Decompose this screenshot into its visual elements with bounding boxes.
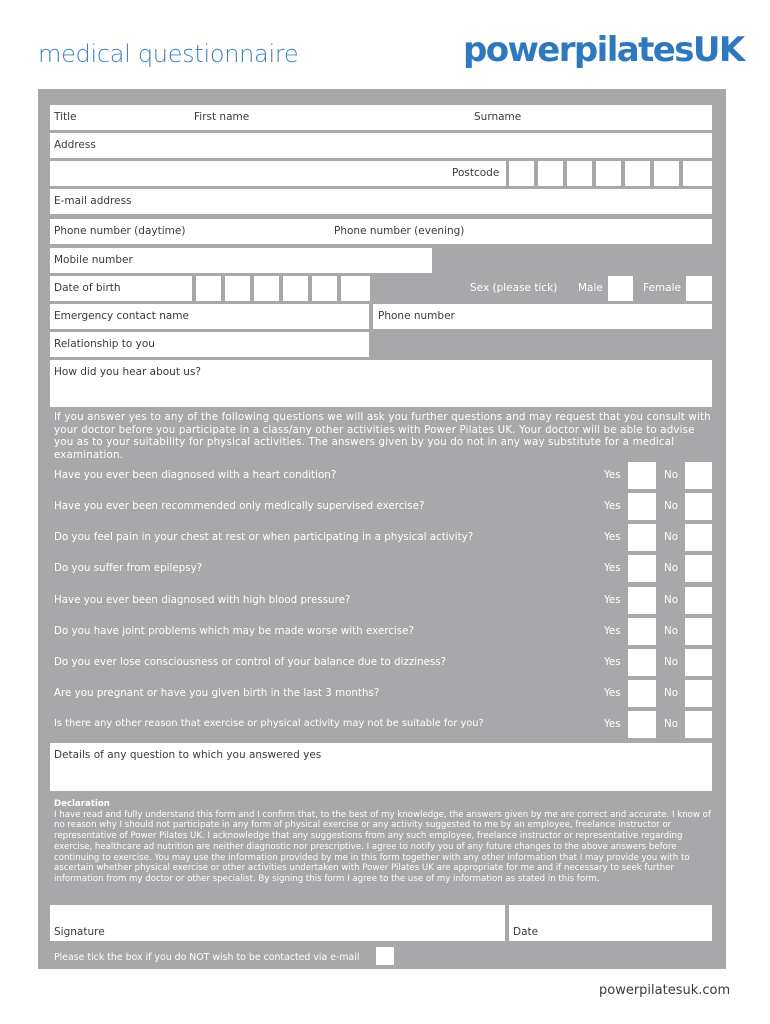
yes-label: Yes xyxy=(604,718,621,730)
no-label: No xyxy=(664,469,679,481)
dob-box[interactable] xyxy=(312,276,337,301)
intro-text: If you answer yes to any of the following questions we will ask you further questions and may request that you consult with your doctor before you participate in a class/any other activities with Power Pilates UK. Your doctor will be able to advise you as to your suitability for physical activities. The answers given by you do not in any way substitute for a medical examination. xyxy=(54,411,711,461)
mobile-field[interactable] xyxy=(50,248,432,273)
relationship-field[interactable] xyxy=(50,332,369,357)
no-checkbox[interactable] xyxy=(685,462,712,489)
question-text: Do you feel pain in your chest at rest or when participating in a physical activity? xyxy=(54,531,474,543)
date-field[interactable] xyxy=(509,905,712,941)
surname-label: Surname xyxy=(474,111,522,123)
title-label: Title xyxy=(54,111,77,123)
phone-evening-label: Phone number (evening) xyxy=(334,225,465,237)
footer-url: powerpilatesuk.com xyxy=(599,983,731,998)
question-text: Do you have joint problems which may be made worse with exercise? xyxy=(54,625,414,637)
yes-label: Yes xyxy=(604,687,621,699)
postcode-box[interactable] xyxy=(596,161,621,186)
yes-checkbox[interactable] xyxy=(628,649,656,676)
no-label: No xyxy=(664,718,679,730)
hear-about-field[interactable] xyxy=(50,360,712,407)
address-label: Address xyxy=(54,139,96,151)
yes-label: Yes xyxy=(604,656,621,668)
postcode-box[interactable] xyxy=(625,161,650,186)
emergency-name-field[interactable] xyxy=(50,304,369,329)
yes-label: Yes xyxy=(604,625,621,637)
address-line-2-field[interactable] xyxy=(50,161,506,186)
page-title: medical questionnaire xyxy=(38,40,299,68)
no-label: No xyxy=(664,562,679,574)
question-text: Have you ever been diagnosed with a heart condition? xyxy=(54,469,337,481)
details-label: Details of any question to which you answered yes xyxy=(54,749,322,761)
no-checkbox[interactable] xyxy=(685,711,712,738)
female-checkbox[interactable] xyxy=(686,276,712,301)
signature-label: Signature xyxy=(54,926,105,938)
no-checkbox[interactable] xyxy=(685,680,712,707)
date-label: Date xyxy=(513,926,539,938)
declaration-heading: Declaration xyxy=(54,799,110,809)
dob-label: Date of birth xyxy=(54,282,121,294)
yes-checkbox[interactable] xyxy=(628,587,656,614)
dob-box[interactable] xyxy=(254,276,279,301)
yes-checkbox[interactable] xyxy=(628,711,656,738)
yes-checkbox[interactable] xyxy=(628,555,656,582)
no-checkbox[interactable] xyxy=(685,524,712,551)
question-text: Are you pregnant or have you given birth in the last 3 months? xyxy=(54,687,380,699)
postcode-box[interactable] xyxy=(567,161,592,186)
emergency-name-label: Emergency contact name xyxy=(54,310,189,322)
yes-checkbox[interactable] xyxy=(628,462,656,489)
relationship-label: Relationship to you xyxy=(54,338,155,350)
male-checkbox[interactable] xyxy=(608,276,633,301)
male-label: Male xyxy=(578,282,603,294)
postcode-box[interactable] xyxy=(509,161,534,186)
no-label: No xyxy=(664,625,679,637)
yes-label: Yes xyxy=(604,469,621,481)
phone-field[interactable] xyxy=(50,219,712,244)
declaration-body: I have read and fully understand this form and I confirm that, to the best of my knowledge, the answers given by me are correct and accurate. I know of no reason why I should not participate in any form of physical exercise or any activity suggested to me by an employee, freelance instructor or representative of Power Pilates UK. I acknowledge that any suggestions from any such employee, freelance instructor or representative regarding exercise, healthcare ad nutrition are neither diagnostic nor prescriptive. I agree to notify you of any future changes to the above answers before continuing to exercise. You may use the information provided by me in this form together with any other information that I may provide you with to ascertain whether physical exercise or other activities undertaken with Power Pilates UK are appropriate for me and if necessary to seek further information from my doctor or other specialist. By signing this form I agree to the use of my information as stated in this form. xyxy=(54,809,711,884)
emergency-phone-label: Phone number xyxy=(378,310,455,322)
email-optout-checkbox[interactable] xyxy=(376,947,394,965)
signature-field[interactable] xyxy=(50,905,505,941)
postcode-label: Postcode xyxy=(452,167,500,179)
postcode-box[interactable] xyxy=(654,161,679,186)
no-checkbox[interactable] xyxy=(685,493,712,520)
yes-checkbox[interactable] xyxy=(628,618,656,645)
yes-label: Yes xyxy=(604,594,621,606)
question-text: Have you ever been recommended only medically supervised exercise? xyxy=(54,500,425,512)
yes-label: Yes xyxy=(604,562,621,574)
postcode-box[interactable] xyxy=(538,161,563,186)
no-checkbox[interactable] xyxy=(685,587,712,614)
yes-label: Yes xyxy=(604,531,621,543)
no-label: No xyxy=(664,656,679,668)
question-text: Do you ever lose consciousness or control of your balance due to dizziness? xyxy=(54,656,447,668)
no-checkbox[interactable] xyxy=(685,649,712,676)
no-checkbox[interactable] xyxy=(685,618,712,645)
dob-box[interactable] xyxy=(283,276,308,301)
yes-label: Yes xyxy=(604,500,621,512)
no-label: No xyxy=(664,594,679,606)
email-optout-label: Please tick the box if you do NOT wish to be contacted via e-mail xyxy=(54,952,360,963)
email-field[interactable] xyxy=(50,189,712,214)
yes-checkbox[interactable] xyxy=(628,493,656,520)
question-text: Have you ever been diagnosed with high blood pressure? xyxy=(54,594,351,606)
brand-logo: powerpilatesUK xyxy=(463,30,744,70)
name-field[interactable] xyxy=(50,105,712,130)
no-label: No xyxy=(664,531,679,543)
question-text: Is there any other reason that exercise or physical activity may not be suitable for you? xyxy=(54,718,484,729)
yes-checkbox[interactable] xyxy=(628,680,656,707)
phone-daytime-label: Phone number (daytime) xyxy=(54,225,186,237)
female-label: Female xyxy=(643,282,681,294)
dob-box[interactable] xyxy=(225,276,250,301)
postcode-box[interactable] xyxy=(683,161,712,186)
dob-box[interactable] xyxy=(196,276,221,301)
no-checkbox[interactable] xyxy=(685,555,712,582)
hear-about-label: How did you hear about us? xyxy=(54,366,201,378)
emergency-phone-field[interactable] xyxy=(373,304,712,329)
no-label: No xyxy=(664,500,679,512)
first-name-label: First name xyxy=(194,111,250,123)
dob-field xyxy=(50,276,192,301)
mobile-label: Mobile number xyxy=(54,254,133,266)
question-text: Do you suffer from epilepsy? xyxy=(54,562,203,574)
declaration xyxy=(54,799,716,885)
email-label: E-mail address xyxy=(54,195,132,207)
yes-checkbox[interactable] xyxy=(628,524,656,551)
address-field[interactable] xyxy=(50,133,712,158)
sex-label: Sex (please tick) xyxy=(470,282,558,294)
no-label: No xyxy=(664,687,679,699)
dob-box[interactable] xyxy=(341,276,370,301)
details-field[interactable] xyxy=(50,743,712,791)
